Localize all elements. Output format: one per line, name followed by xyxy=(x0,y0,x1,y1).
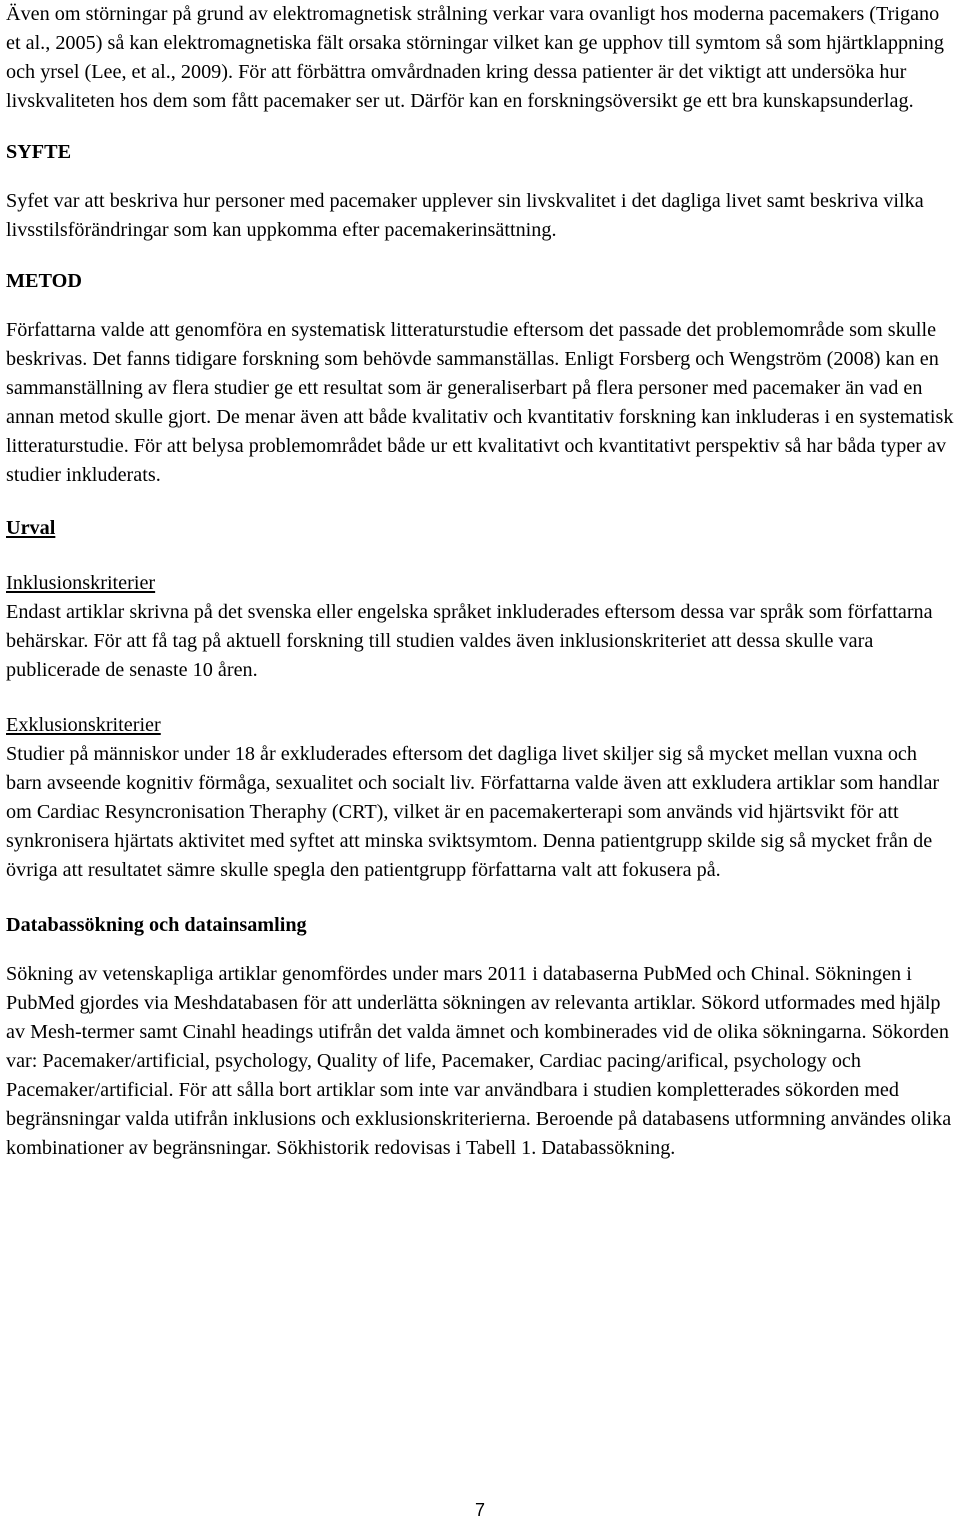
spacer xyxy=(6,543,956,569)
metod-heading: METOD xyxy=(6,270,82,292)
syfte-heading: SYFTE xyxy=(6,141,72,163)
spacer xyxy=(6,940,956,960)
intro-paragraph: Även om störningar på grund av elektromagnetisk strålning verkar vara ovanligt hos moderna pacemakers (Trigano et al., 2005) så kan elektromagnetiska fält orsaka störningar vilket kan ge upphov till symtom så som hjärtklappning och yrsel (Lee, et al., 2009). För att förbättra omvårdnaden kring dessa patienter är det viktigt att undersöka hur livskvaliteten hos dem som fått pacemaker ser ut. Därför kan en forskningsöversikt ge ett bra kunskapsunderlag. xyxy=(6,3,944,112)
metod-paragraph: Författarna valde att genomföra en systematisk litteraturstudie eftersom det passade det problemområde som skulle beskrivas. Det fanns tidigare forskning som behövde sammanställas. Enligt Forsberg och Wengström (2008) kan en sammanställning av flera studier ge ett resultat som är generaliserbart på flera personer med pacemaker än vad en annan metod skulle gjort. De menar även att både kvalitativ och kvantitativ forskning kan inkluderas i en systematisk litteraturstudie. För att belysa problemområdet både ur ett kvalitativt och kvantitativt perspektiv så har båda typer av studier inkluderats. xyxy=(6,319,954,486)
databas-heading: Databassökning och datainsamling xyxy=(6,914,307,936)
spacer xyxy=(6,685,956,711)
spacer xyxy=(6,116,956,130)
spacer xyxy=(6,885,956,911)
inklusion-paragraph: Endast artiklar skrivna på det svenska eller engelska språket inkluderades eftersom dessa var språk som författarna behärskar. För att få tag på aktuell forskning till studien valdes även inklusionskriteriet att dessa skulle vara publicerade de senaste 10 åren. xyxy=(6,601,933,681)
syfte-paragraph: Syfet var att beskriva hur personer med pacemaker upplever sin livskvalitet i det dagliga livet samt beskriva vilka livsstilsförändringar som kan uppkomma efter pacemakerinsättning. xyxy=(6,190,924,241)
spacer xyxy=(6,296,956,316)
urval-heading: Urval xyxy=(6,517,56,539)
spacer xyxy=(6,245,956,259)
inklusion-heading: Inklusionskriterier xyxy=(6,572,156,594)
exklusion-paragraph: Studier på människor under 18 år exkluderades eftersom det dagliga livet skiljer sig så mycket mellan vuxna och barn avseende kognitiv förmåga, sexualitet och socialt liv. Författarna valde även att exkludera artiklar som handlar om Cardiac Resyncronisation Theraphy (CRT), vilket är en pacemakerterapi som används vid hjärtsvikt för att synkronisera hjärtats aktivitet med syftet att minska sviktsymtom. Denna patientgrupp skilde sig så mycket från de övriga att resultatet sämre skulle spegla den patientgrupp författarna valt att fokusera på. xyxy=(6,743,940,881)
exklusion-heading: Exklusionskriterier xyxy=(6,714,161,736)
spacer xyxy=(6,167,956,187)
page-number: 7 xyxy=(474,1500,485,1520)
spacer xyxy=(6,490,956,514)
document-page xyxy=(6,0,956,1163)
databas-paragraph: Sökning av vetenskapliga artiklar genomfördes under mars 2011 i databaserna PubMed och Chinal. Sökningen i PubMed gjordes via Meshdatabasen för att underlätta sökningen av relevanta artiklar. Sökord utformades med hjälp av Mesh-termer samt Cinahl headings utifrån det valda ämnet och kombinerades vid de olika sökningarna. Sökorden var: Pacemaker/artificial, psychology, Quality of life, Pacemaker, Cardiac pacing/arifical, psychology och Pacemaker/artificial. För att sålla bort artiklar som inte var användbara i studien kompletterades sökorden med begränsningar valda utifrån inklusions och exklusionskriterierna. Beroende på databasens utformning användes olika kombinationer av begränsningar. Sökhistorik redovisas i Tabell 1. Databassökning. xyxy=(6,963,952,1159)
